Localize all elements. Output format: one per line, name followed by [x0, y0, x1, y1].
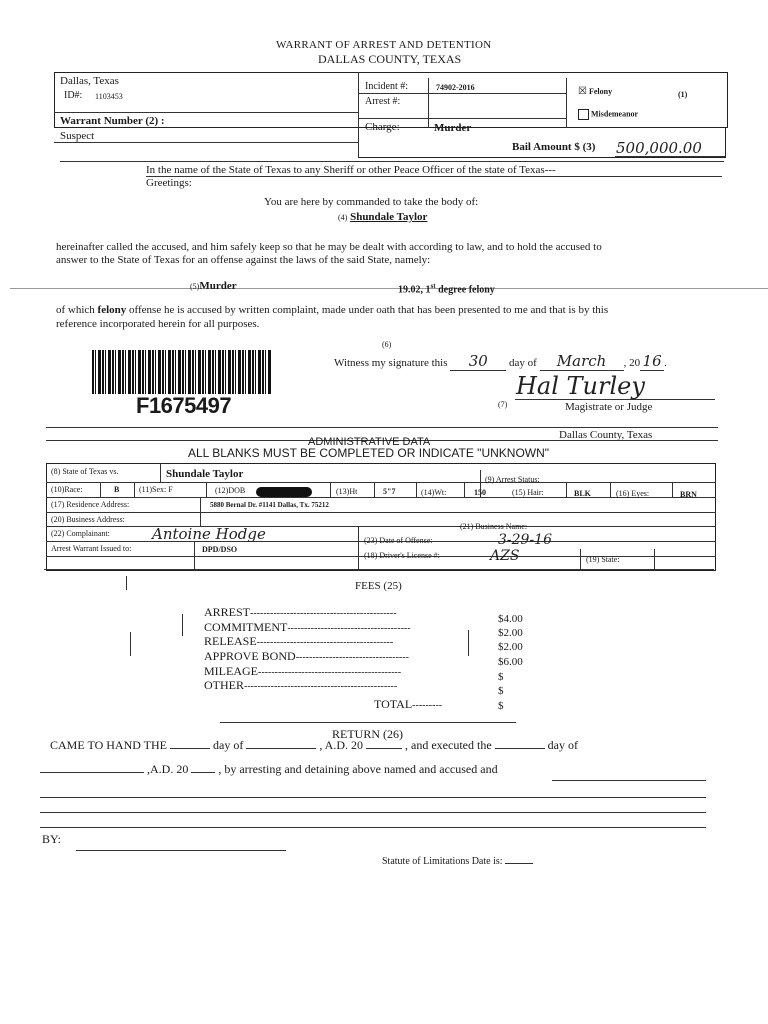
- bail-label: Bail Amount $ (3): [512, 141, 596, 153]
- statute-of-limitations-line: Statute of Limitations Date is:: [382, 856, 533, 867]
- race-value: B: [114, 485, 120, 494]
- witness-number: (6): [382, 340, 392, 349]
- drivers-license-label: (18) Driver's License #:: [364, 551, 440, 560]
- admin-title: ADMINISTRATIVE DATA: [308, 436, 431, 448]
- para2-rest: offense he is accused by written complaint, made under oath that has been presented to me and that is by this: [129, 304, 609, 316]
- id-value: 1103453: [95, 92, 123, 101]
- witness-day: 30: [450, 352, 506, 371]
- by-label: BY:: [42, 832, 61, 846]
- fee-label: APPROVE BOND: [204, 649, 296, 663]
- fee-total-label: TOTAL: [374, 697, 413, 711]
- return-title: RETURN (26): [332, 727, 403, 741]
- warrant-subtitle: DALLAS COUNTY, TEXAS: [318, 52, 462, 66]
- business-name-label: (21) Business Name:: [460, 522, 528, 531]
- barcode-number: F1675497: [136, 393, 232, 418]
- state-label: (19) State:: [586, 555, 620, 564]
- fee-total-row: TOTAL---------: [374, 697, 443, 711]
- suspect-label: Suspect: [60, 130, 95, 142]
- incident-value: 74902-2016: [436, 83, 475, 92]
- greetings: Greetings:: [146, 177, 192, 189]
- fee-amount: $: [498, 671, 504, 683]
- fee-amount: $6.00: [498, 656, 523, 668]
- dob-label: (12)DOB: [215, 486, 246, 495]
- para2-prefix: of which: [56, 304, 95, 316]
- name-number: (4): [338, 213, 348, 222]
- page-mark: (1): [678, 90, 688, 99]
- witness-period: .: [664, 357, 667, 369]
- issued-to-value: DPD/DSO: [202, 545, 238, 554]
- signature-number: (7): [498, 400, 508, 409]
- witness-year-prefix: , 20: [623, 357, 641, 369]
- witness-line: [334, 352, 667, 371]
- para2-felony: felony: [97, 304, 127, 316]
- incident-label: Incident #:: [365, 81, 409, 92]
- date-of-offense-value: 3-29-16: [498, 532, 552, 548]
- fee-amount: $2.00: [498, 641, 523, 653]
- felony-option: [578, 86, 612, 97]
- id-label: ID#:: [64, 90, 83, 101]
- magistrate-label: Magistrate or Judge: [565, 401, 653, 413]
- fee-label: RELEASE: [204, 634, 257, 648]
- sex-label: (11)Sex: F: [139, 485, 173, 494]
- fee-total-amount: $: [498, 700, 504, 712]
- state-vs-value: Shundale Taylor: [166, 468, 244, 480]
- statute-code: 19.02,: [398, 284, 423, 296]
- location-label: Dallas, Texas: [60, 75, 119, 87]
- charge-value: Murder: [434, 122, 472, 134]
- fee-row: ARREST--------------------------------------------: [204, 605, 397, 619]
- fee-amount: $: [498, 685, 504, 697]
- weight-label: (14)Wt:: [421, 488, 447, 497]
- magistrate-signature: Hal Turley: [516, 372, 645, 400]
- return-line-2: ,A.D. 20 , by arresting and detaining above named and accused and: [40, 762, 498, 777]
- arrest-label: Arrest #:: [365, 96, 401, 107]
- warrant-number-label: Warrant Number (2) :: [60, 115, 165, 127]
- eyes-label: (16) Eyes:: [616, 489, 650, 498]
- greeting-line: In the name of the State of Texas to any Sheriff or other Peace Officer of the state of Texas---: [146, 164, 556, 176]
- drivers-license-value: AZS: [490, 548, 520, 564]
- fee-amount: $4.00: [498, 613, 523, 625]
- witness-day-of: day of: [509, 357, 537, 369]
- arrest-status-label: (9) Arrest Status:: [485, 475, 540, 484]
- fee-label: COMMITMENT: [204, 620, 288, 634]
- accused-name-line: [338, 211, 427, 223]
- county-label: Dallas County, Texas: [559, 429, 653, 441]
- fee-row: COMMITMENT-------------------------------------: [204, 620, 411, 634]
- paragraph-2-line-2: reference incorporated herein for all purposes.: [56, 318, 260, 330]
- fee-row: OTHER----------------------------------------------: [204, 678, 398, 692]
- accused-name: Shundale Taylor: [350, 211, 428, 223]
- residence-value: 5880 Bernal Dr. #1141 Dallas, Tx. 75212: [210, 501, 329, 509]
- fee-amount: $2.00: [498, 627, 523, 639]
- witness-month: March: [540, 352, 624, 371]
- fee-row: RELEASE-----------------------------------------: [204, 634, 394, 648]
- command-line: You are here by commanded to take the body of:: [264, 196, 479, 208]
- fee-label: MILEAGE: [204, 664, 258, 678]
- paragraph-2-line-1: [56, 304, 608, 316]
- height-label: (13)Ht: [336, 487, 358, 496]
- charge-label: Charge:: [365, 121, 400, 133]
- felony-checkbox: ☒: [578, 86, 587, 97]
- business-address-label: (20) Business Address:: [51, 515, 125, 524]
- race-label: (10)Race:: [51, 485, 83, 494]
- hair-label: (15) Hair:: [512, 488, 544, 497]
- complainant-value: Antoine Hodge: [152, 525, 266, 543]
- hair-value: BLK: [574, 489, 591, 498]
- statute-line: [398, 282, 495, 295]
- fee-label: OTHER: [204, 678, 244, 692]
- dob-redaction: [256, 487, 312, 497]
- barcode: [92, 350, 272, 394]
- fees-title: FEES (25): [355, 580, 402, 592]
- complainant-label: (22) Complainant:: [51, 529, 110, 538]
- degree-number: 1: [425, 284, 431, 296]
- weight-value: 150: [474, 488, 486, 497]
- fee-label: ARREST: [204, 605, 251, 619]
- offense-name: Murder: [199, 280, 237, 292]
- admin-subtitle: ALL BLANKS MUST BE COMPLETED OR INDICATE "UNKNOWN": [188, 446, 550, 460]
- paragraph-1-line-1: hereinafter called the accused, and him safely keep so that he may be dealt with according to law, and to hold the accused to: [56, 241, 602, 253]
- offense-number: (5): [190, 282, 200, 291]
- misdemeanor-checkbox: [578, 109, 589, 120]
- misdemeanor-option: [578, 109, 638, 120]
- fee-row: MILEAGE-------------------------------------------: [204, 664, 402, 678]
- height-value: 5"7: [383, 487, 396, 496]
- issued-to-label: Arrest Warrant Issued to:: [51, 544, 132, 553]
- warrant-title: WARRANT OF ARREST AND DETENTION: [276, 39, 492, 51]
- state-vs-label: (8) State of Texas vs.: [51, 467, 119, 476]
- offense-line: [190, 280, 237, 292]
- fee-row: APPROVE BOND----------------------------------: [204, 649, 409, 663]
- felony-label: Felony: [588, 87, 613, 96]
- witness-year: 16: [640, 352, 664, 371]
- return-line-1: CAME TO HAND THE day of , A.D. 20 , and executed the day of: [50, 738, 578, 752]
- bail-value: 500,000.00: [616, 139, 702, 157]
- degree-sup: st: [430, 282, 436, 290]
- date-of-offense-label: (23) Date of Offense:: [364, 536, 433, 545]
- witness-text: Witness my signature this: [334, 357, 448, 369]
- paragraph-1-line-2: answer to the State of Texas for an offense against the laws of the said State, namely:: [56, 254, 431, 266]
- degree-text: degree felony: [438, 284, 495, 296]
- misdemeanor-label: Misdemeanor: [591, 109, 639, 119]
- residence-label: (17) Residence Address:: [51, 500, 130, 509]
- eyes-value: BRN: [680, 490, 697, 499]
